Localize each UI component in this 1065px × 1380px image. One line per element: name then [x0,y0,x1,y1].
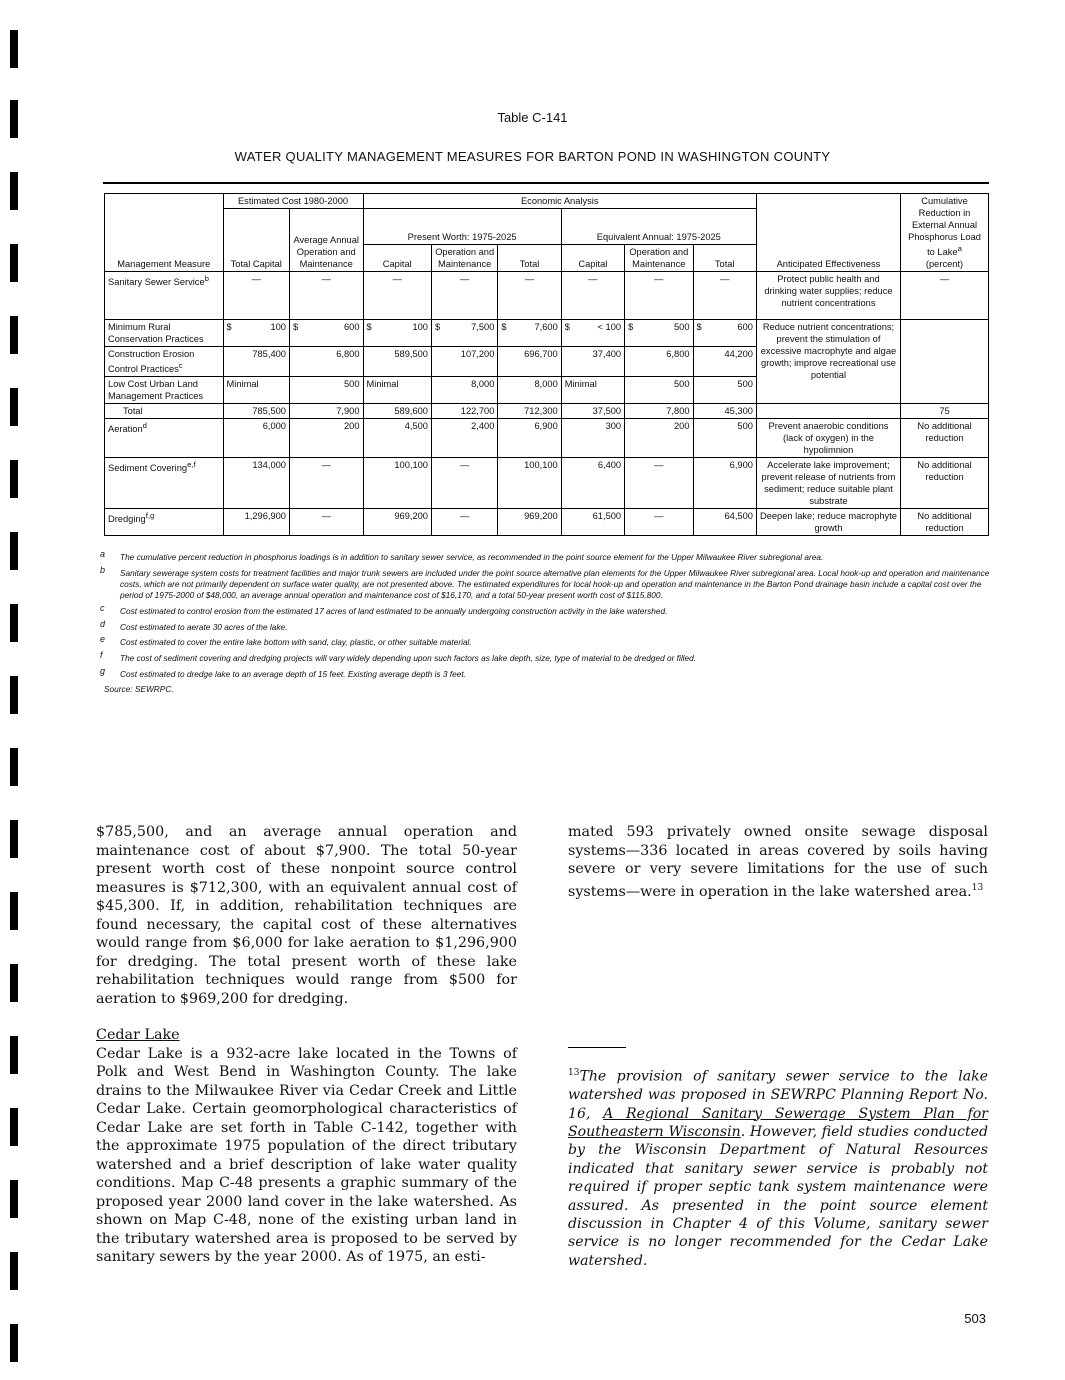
header-effectiveness: Anticipated Effectiveness [756,194,900,272]
footnote-text: The cost of sediment covering and dredging projects will vary widely depending upon such factors as lake depth, size, type of material to be dredged or filled. [120,652,697,663]
binder-hole-mark [10,604,18,642]
cell-value: 100 [412,322,428,333]
footnote-ref: f,g [145,511,155,521]
cell: 44,200 [693,347,756,377]
header-economic-analysis: Economic Analysis [363,194,756,209]
cumulative-cell [901,320,989,404]
effectiveness-cell [756,404,900,419]
row-name [105,272,224,320]
table-row [105,272,989,320]
section-heading: Cedar Lake [96,1027,180,1043]
right-column [568,823,988,901]
footnote-marker: f [100,649,103,660]
paragraph-text: mated 593 privately owned onsite sewage disposal systems—336 located in areas covered by soils having severe or very severe limitations for the use of such systems—were in operation in the lake watershed area. [568,824,988,900]
row-name [105,347,224,377]
binder-hole-mark [10,172,18,210]
dollar-sign: $ [628,322,634,333]
row-name-text: Dredging [108,514,146,525]
cell: 969,200 [498,509,561,536]
cell: 300 [561,419,624,458]
cell-value: < 100 [597,322,622,333]
footnote-marker: a [100,549,106,559]
binder-hole-mark [10,676,18,714]
cell: 122,700 [431,404,497,419]
cell: 500 [289,377,363,404]
cell: 134,000 [223,458,289,509]
effectiveness-cell: Accelerate lake improvement; prevent release of nutrients from sediment; reduce suitable plant substrate [756,458,900,509]
cell: 6,800 [625,347,693,377]
cell [693,320,756,347]
footnote-a [100,549,994,563]
cell: 6,900 [498,419,561,458]
cell: 107,200 [431,347,497,377]
cell: 100,100 [498,458,561,509]
cell: — [625,509,693,536]
cell-value: 500 [674,322,690,333]
cell [431,320,497,347]
cumulative-cell: No additional reduction [901,458,989,509]
footnote-divider [568,1047,626,1048]
cell: 6,900 [693,458,756,509]
header-ea-total: Total [693,245,756,272]
cell: Minimal [561,377,624,404]
header-pw-total: Total [498,245,561,272]
footnote-marker: g [100,665,106,676]
footnote-text: Cost estimated to cover the entire lake bottom with sand, clay, plastic, or other suitable material. [120,637,472,648]
binder-hole-mark [10,460,18,498]
cell: 6,400 [561,458,624,509]
cell: 100,100 [363,458,431,509]
footnote-marker: e [100,634,106,645]
binder-hole-mark [10,388,18,426]
table-row [105,320,989,347]
cell-value: 100 [270,322,286,333]
cell: 500 [693,419,756,458]
table-source: Source: SEWRPC. [104,684,174,695]
footnote-marker: d [100,618,106,629]
effectiveness-cell: Deepen lake; reduce macrophyte growth [756,509,900,536]
table-row [105,458,989,509]
binder-hole-mark [10,1324,18,1362]
paragraph: Cedar Lake is a 932-acre lake located in the Towns of Polk and West Bend in Washington County. The lake drains to the Milwaukee River via Cedar Creek and Little Cedar Lake. Certain geomorphological characteristics of Cedar Lake are set forth in Table C-142, together with the approximate 1975 population of the direct tributary watershed and a brief description of lake water quality conditions. Map C-48 presents a graphic summary of the proposed year 2000 land cover in the lake watershed. As shown on Map C-48, none of the existing urban land in the tributary watershed area is proposed to be served by sanitary sewers by the year 2000. As of 1975, an esti- [96,1045,517,1265]
cumulative-cell: No additional reduction [901,419,989,458]
dollar-sign: $ [226,322,232,333]
header-ea-om: Operation and Maintenance [625,245,693,272]
cell: 200 [625,419,693,458]
cell: — [625,272,693,320]
page-footnote [568,1064,988,1270]
cell: 37,500 [561,404,624,419]
dollar-sign: $ [292,322,299,333]
binder-hole-mark [10,30,18,68]
row-name-text: Sanitary Sewer Service [108,277,205,288]
page-number: 503 [964,1311,986,1326]
cell [625,320,693,347]
cumulative-cell: 75 [901,404,989,419]
cell: 785,400 [223,347,289,377]
cell [223,320,289,347]
footnote-ref: a [957,244,962,253]
binder-hole-mark [10,1036,18,1074]
binder-hole-mark [10,820,18,858]
row-name-text: Sediment Covering [108,463,188,474]
cell: — [431,509,497,536]
cell: 500 [693,377,756,404]
cell: 712,300 [498,404,561,419]
header-pw-om: Operation and Maintenance [431,245,497,272]
cited-report-title: A Regional Sanitary Sewerage System Plan for Southeastern Wisconsin [568,1105,988,1140]
dollar-sign: $ [434,322,441,333]
cell: — [693,272,756,320]
cell: 696,700 [498,347,561,377]
row-name [105,458,224,509]
binder-hole-mark [10,1252,18,1290]
cell: 37,400 [561,347,624,377]
cell: 45,300 [693,404,756,419]
cell: — [223,272,289,320]
cumulative-cell: No additional reduction [901,509,989,536]
cell: 8,000 [498,377,561,404]
header-equiv-annual: Equivalent Annual: 1975-2025 [561,209,756,245]
effectiveness-cell: Reduce nutrient concentrations; prevent the stimulation of excessive macrophyte and algae growth; improve recreational use potential [756,320,900,404]
header-cumulative [901,194,989,272]
header-percent: (percent) [925,259,964,270]
cell: 7,900 [289,404,363,419]
cell: 500 [625,377,693,404]
footnote-marker: 13 [568,1068,580,1078]
cell: 7,800 [625,404,693,419]
header-total-capital: Total Capital [223,209,289,272]
cumulative-cell: — [901,272,989,320]
footnote-c [100,602,994,617]
cell [363,320,431,347]
cell: — [289,509,363,536]
row-name-text: Aeration [108,424,143,435]
footnote-d [100,618,994,633]
cell: 589,600 [363,404,431,419]
cell: 64,500 [693,509,756,536]
binder-hole-mark [10,244,18,282]
table-row [105,419,989,458]
row-name: Minimum Rural Conservation Practices [105,320,224,347]
footnote-text: . However, field studies conducted by the Wisconsin Department of Natural Resources indicated that sanitary sewer service is probably not required if proper septic tank system maintenance were assured. As presented in the point source element discussion in Chapter 4 of this Volume, sanitary sewer service is no longer recommended for the Cedar Lake watershed. [568,1123,989,1269]
header-pw-capital: Capital [363,245,431,272]
footnote-marker: c [100,602,105,613]
binder-hole-mark [10,532,18,570]
footnote-b [100,564,994,602]
header-measure: Management Measure [105,194,224,272]
table-row-total [105,404,989,419]
cell: — [431,458,497,509]
binder-hole-mark [10,748,18,786]
cell: 589,500 [363,347,431,377]
cell: — [289,458,363,509]
footnote-text: Cost estimated to aerate 30 acres of the lake. [120,621,288,632]
row-name: Total [105,404,224,419]
footnote-text: The provision of sanitary sewer service to the lake watershed was proposed in SEWRPC Planning Report No. 16, [568,1068,988,1122]
cell [289,320,363,347]
cell-value: 7,600 [534,322,558,333]
header-cumulative-text: Cumulative Reduction in External Annual Phosphorus Load to Lake [908,196,981,258]
table-label: Table C-141 [497,110,568,125]
header-avg-annual-om: Average Annual Operation and Maintenance [289,209,363,272]
dollar-sign: $ [564,322,570,333]
cell: Minimal [223,377,289,404]
footnote-ref: c [178,361,183,371]
cell: — [289,272,363,320]
table-row [105,509,989,536]
footnote-ref: e,f [187,460,196,470]
footnote-text: Cost estimated to dredge lake to an average depth of 15 feet. Existing average depth is 3 feet. [120,668,466,679]
binder-hole-mark [10,1180,18,1218]
cell: 200 [289,419,363,458]
cell: 1,296,900 [223,509,289,536]
cell: 4,500 [363,419,431,458]
row-name-text: Construction Erosion Control Practices [108,349,195,375]
cost-table [104,193,989,536]
binder-hole-mark [10,892,18,930]
footnote-text: The cumulative percent reduction in phosphorus loadings is in addition to sanitary sewer service, as recommended in the point source element for the Upper Milwaukee River subregional area. [120,552,824,562]
cell: — [561,272,624,320]
row-name [105,419,224,458]
footnote-text: Cost estimated to control erosion from the estimated 17 acres of land estimated to be annually undergoing construction activity in the lake watershed. [120,605,668,616]
header-est-cost: Estimated Cost 1980-2000 [223,194,363,209]
cell: — [363,272,431,320]
cell: 969,200 [363,509,431,536]
cell: Minimal [363,377,431,404]
row-name: Low Cost Urban Land Management Practices [105,377,224,404]
cell-value: 600 [737,322,753,333]
paragraph [568,823,988,901]
cell: — [498,272,561,320]
cell: 61,500 [561,509,624,536]
footnote-ref: b [204,274,209,284]
cell: 6,800 [289,347,363,377]
cell [561,320,624,347]
cell: 6,000 [223,419,289,458]
row-name [105,509,224,536]
cell-value: 600 [344,322,360,333]
cell: 785,500 [223,404,289,419]
cell: 8,000 [431,377,497,404]
footnote-marker: b [100,564,106,575]
cell: — [625,458,693,509]
dollar-sign: $ [696,322,702,333]
cell: 2,400 [431,419,497,458]
effectiveness-cell: Protect public health and drinking water supplies; reduce nutrient concentrations [756,272,900,320]
footnote-e [100,634,994,648]
paragraph: $785,500, and an average annual operation and maintenance cost of about $7,900. The total 50-year present worth cost of these nonpoint source control measures is $712,300, with an equivalent annual cost of $45,300. If, in addition, rehabilitation techniques are found necessary, the capital cost of these alternatives would range from $6,000 for lake aeration to $1,296,900 for dredging. The total present worth of these lake rehabilitation techniques would range from $500 for aeration to $969,200 for dredging. [96,824,517,1007]
cell [498,320,561,347]
binder-hole-mark [10,964,18,1002]
title-rule [103,182,989,184]
binder-hole-mark [10,1108,18,1146]
header-present-worth: Present Worth: 1975-2025 [363,209,561,245]
cell: — [431,272,497,320]
footnote-g [100,665,994,680]
header-ea-capital: Capital [561,245,624,272]
footnote-ref: d [142,421,147,431]
effectiveness-cell: Prevent anaerobic conditions (lack of oxygen) in the hypolimnion [756,419,900,458]
footnote-ref: 13 [971,882,984,893]
cell-value: 7,500 [471,322,495,333]
left-column [96,823,517,1267]
binder-hole-mark [10,316,18,354]
dollar-sign: $ [501,322,507,333]
footnote-f [100,649,994,664]
table-footnotes [100,549,994,696]
footnote-text: Sanitary sewerage system costs for treatment facilities and major trunk sewers are included under the point source alternative plan elements for the Upper Milwaukee River subregional area. Local hook-up and operation and maintenance costs, which are not primarily dependent on surface water quality, are not presented above. The estimated expenditures for local hook-up and operation and maintenance in the Barton Pond drainage basin include a capital cost over the period of 1975-2000 of $48,000, an average annual operation and maintenance cost of $16,170, and a total 50-year present worth cost of $115,800. [120,567,990,601]
table-title: WATER QUALITY MANAGEMENT MEASURES FOR BARTON POND IN WASHINGTON COUNTY [234,149,831,164]
dollar-sign: $ [366,322,372,333]
